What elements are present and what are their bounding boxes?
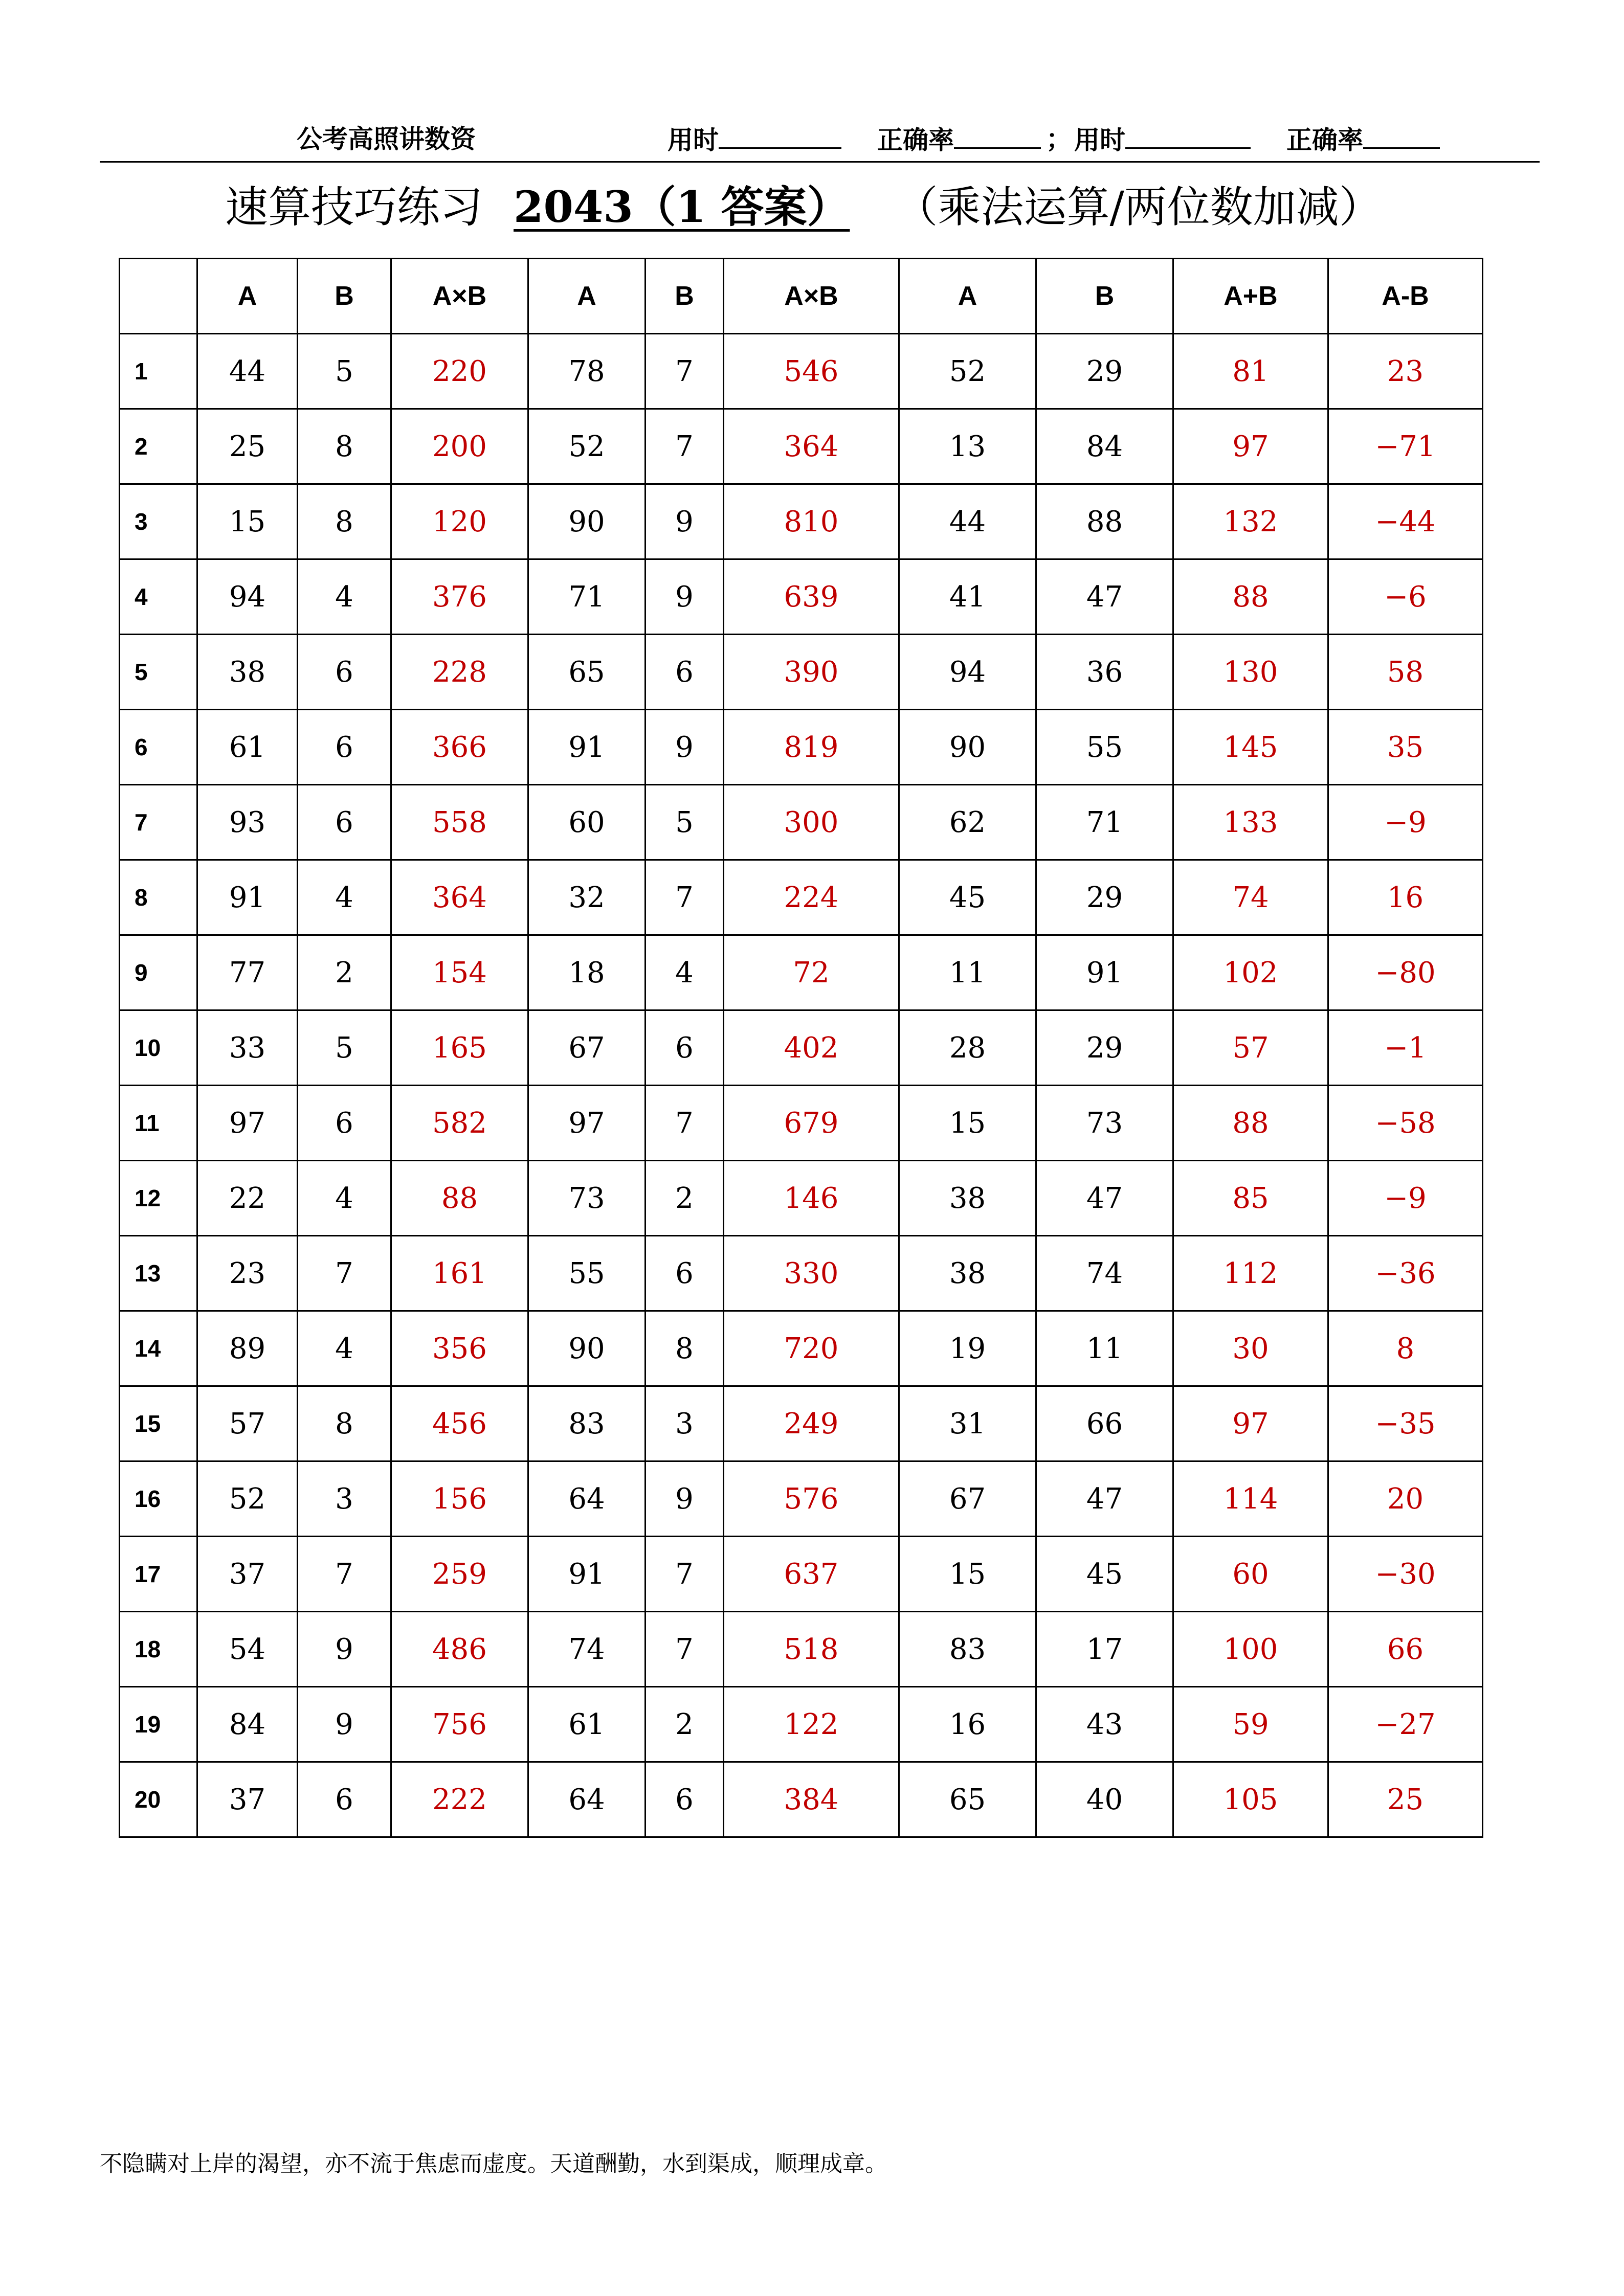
time-field-2: [1074, 124, 1251, 155]
operand-cell-b1: 9: [298, 1687, 391, 1762]
operand-cell-a3: 52: [899, 334, 1036, 409]
operand-cell-b1: 6: [298, 1762, 391, 1837]
table-row: [120, 1461, 1483, 1537]
operand-cell-b1: 8: [298, 1386, 391, 1461]
operand-cell-a1: 15: [197, 484, 298, 559]
operand-cell-a1: 23: [197, 1236, 298, 1311]
operand-cell-a3: 44: [899, 484, 1036, 559]
answer-cell-product2: 546: [724, 334, 899, 409]
operand-cell-b1: 3: [298, 1461, 391, 1537]
operand-cell-a1: 54: [197, 1612, 298, 1687]
operand-cell-b3: 71: [1036, 785, 1173, 860]
title-main: 速算技巧练习: [225, 182, 483, 232]
row-number: 9: [120, 935, 197, 1010]
operand-cell-a1: 44: [197, 334, 298, 409]
operand-cell-a1: 77: [197, 935, 298, 1010]
operand-cell-a2: 71: [528, 559, 646, 635]
answer-cell-difference: −9: [1328, 1161, 1483, 1236]
operand-cell-b2: 3: [646, 1386, 724, 1461]
operand-cell-b1: 4: [298, 860, 391, 935]
answer-cell-sum: 74: [1173, 860, 1328, 935]
operand-cell-b1: 9: [298, 1612, 391, 1687]
operand-cell-a1: 25: [197, 409, 298, 484]
operand-cell-a1: 97: [197, 1086, 298, 1161]
column-header-a2: A: [528, 259, 646, 334]
answer-cell-product1: 220: [391, 334, 528, 409]
answer-cell-sum: 112: [1173, 1236, 1328, 1311]
operand-cell-a2: 61: [528, 1687, 646, 1762]
operand-cell-b2: 7: [646, 860, 724, 935]
table-row: [120, 334, 1483, 409]
answer-cell-sum: 57: [1173, 1010, 1328, 1086]
operand-cell-b1: 4: [298, 559, 391, 635]
column-header-b1: B: [298, 259, 391, 334]
operand-cell-a1: 93: [197, 785, 298, 860]
operand-cell-b3: 47: [1036, 559, 1173, 635]
operand-cell-b3: 47: [1036, 1461, 1173, 1537]
table-row: [120, 1010, 1483, 1086]
operand-cell-b3: 73: [1036, 1086, 1173, 1161]
answer-cell-product1: 88: [391, 1161, 528, 1236]
row-number: 13: [120, 1236, 197, 1311]
answer-cell-product1: 228: [391, 635, 528, 710]
row-number: 2: [120, 409, 197, 484]
operand-cell-a1: 84: [197, 1687, 298, 1762]
answer-cell-difference: −58: [1328, 1086, 1483, 1161]
operand-cell-b3: 17: [1036, 1612, 1173, 1687]
row-number: 20: [120, 1762, 197, 1837]
operand-cell-a1: 61: [197, 710, 298, 785]
answer-cell-product2: 810: [724, 484, 899, 559]
operand-cell-a1: 37: [197, 1537, 298, 1612]
time-field-1: [668, 124, 841, 155]
operand-cell-a3: 38: [899, 1236, 1036, 1311]
table-row: [120, 559, 1483, 635]
operand-cell-a2: 90: [528, 484, 646, 559]
operand-cell-b2: 7: [646, 1612, 724, 1687]
accuracy-label-1: 正确率: [877, 125, 954, 155]
row-number: 8: [120, 860, 197, 935]
table-row: [120, 1311, 1483, 1386]
operand-cell-a2: 52: [528, 409, 646, 484]
table-row: [120, 1161, 1483, 1236]
operand-cell-b1: 2: [298, 935, 391, 1010]
answer-cell-product1: 364: [391, 860, 528, 935]
row-number: 17: [120, 1537, 197, 1612]
row-number: 1: [120, 334, 197, 409]
answer-cell-product2: 402: [724, 1010, 899, 1086]
column-header-index: [120, 259, 197, 334]
answer-cell-product1: 376: [391, 559, 528, 635]
operand-cell-a2: 32: [528, 860, 646, 935]
time-blank-1[interactable]: [719, 124, 841, 149]
table-row: [120, 635, 1483, 710]
row-number: 19: [120, 1687, 197, 1762]
operand-cell-a2: 60: [528, 785, 646, 860]
operand-cell-a2: 91: [528, 710, 646, 785]
answer-cell-difference: −6: [1328, 559, 1483, 635]
operand-cell-b2: 5: [646, 785, 724, 860]
table-row: [120, 860, 1483, 935]
operand-cell-a2: 55: [528, 1236, 646, 1311]
operand-cell-b3: 29: [1036, 860, 1173, 935]
table-row: [120, 1762, 1483, 1837]
operand-cell-a1: 94: [197, 559, 298, 635]
operand-cell-a1: 33: [197, 1010, 298, 1086]
operand-cell-a2: 78: [528, 334, 646, 409]
operand-cell-a1: 38: [197, 635, 298, 710]
operand-cell-a3: 31: [899, 1386, 1036, 1461]
answer-cell-product2: 384: [724, 1762, 899, 1837]
operand-cell-b2: 9: [646, 1461, 724, 1537]
row-number: 18: [120, 1612, 197, 1687]
answer-cell-sum: 88: [1173, 559, 1328, 635]
answer-cell-sum: 102: [1173, 935, 1328, 1010]
time-label-1: 用时: [668, 125, 719, 155]
answer-cell-difference: −1: [1328, 1010, 1483, 1086]
answer-cell-difference: 23: [1328, 334, 1483, 409]
operand-cell-a1: 37: [197, 1762, 298, 1837]
operand-cell-b1: 6: [298, 635, 391, 710]
answer-cell-product1: 165: [391, 1010, 528, 1086]
answer-cell-product2: 637: [724, 1537, 899, 1612]
operand-cell-b2: 7: [646, 1537, 724, 1612]
answer-cell-product2: 390: [724, 635, 899, 710]
column-header-product2: A×B: [724, 259, 899, 334]
time-blank-2[interactable]: [1125, 124, 1251, 149]
table-row: [120, 935, 1483, 1010]
table-row: [120, 1687, 1483, 1762]
operand-cell-a3: 19: [899, 1311, 1036, 1386]
operand-cell-b3: 74: [1036, 1236, 1173, 1311]
row-number: 5: [120, 635, 197, 710]
operand-cell-a1: 89: [197, 1311, 298, 1386]
answer-cell-product2: 819: [724, 710, 899, 785]
operand-cell-a3: 13: [899, 409, 1036, 484]
answer-cell-sum: 85: [1173, 1161, 1328, 1236]
table-row: [120, 710, 1483, 785]
operand-cell-a2: 97: [528, 1086, 646, 1161]
table-row: [120, 1086, 1483, 1161]
operand-cell-b1: 8: [298, 409, 391, 484]
column-header-b3: B: [1036, 259, 1173, 334]
answer-cell-sum: 88: [1173, 1086, 1328, 1161]
operand-cell-a2: 74: [528, 1612, 646, 1687]
operand-cell-b1: 6: [298, 710, 391, 785]
operand-cell-a3: 90: [899, 710, 1036, 785]
answer-cell-product1: 356: [391, 1311, 528, 1386]
answer-cell-product1: 582: [391, 1086, 528, 1161]
row-number: 11: [120, 1086, 197, 1161]
operand-cell-b2: 6: [646, 635, 724, 710]
operand-cell-a1: 52: [197, 1461, 298, 1537]
operand-cell-a3: 65: [899, 1762, 1036, 1837]
operand-cell-b3: 29: [1036, 334, 1173, 409]
answer-cell-product2: 518: [724, 1612, 899, 1687]
row-number: 16: [120, 1461, 197, 1537]
answer-cell-product2: 146: [724, 1161, 899, 1236]
answer-cell-product2: 576: [724, 1461, 899, 1537]
answer-cell-sum: 100: [1173, 1612, 1328, 1687]
row-number: 6: [120, 710, 197, 785]
answer-cell-product1: 120: [391, 484, 528, 559]
answer-cell-product2: 330: [724, 1236, 899, 1311]
row-number: 7: [120, 785, 197, 860]
page-title: [225, 176, 1382, 238]
operand-cell-b2: 7: [646, 409, 724, 484]
answer-cell-sum: 105: [1173, 1762, 1328, 1837]
answer-cell-difference: 25: [1328, 1762, 1483, 1837]
operand-cell-a3: 83: [899, 1612, 1036, 1687]
answer-cell-product1: 558: [391, 785, 528, 860]
answer-cell-product1: 222: [391, 1762, 528, 1837]
operand-cell-a3: 15: [899, 1086, 1036, 1161]
operand-cell-b3: 11: [1036, 1311, 1173, 1386]
operand-cell-b2: 6: [646, 1010, 724, 1086]
operand-cell-b3: 29: [1036, 1010, 1173, 1086]
answer-cell-sum: 97: [1173, 1386, 1328, 1461]
title-subtitle: （乘法运算/两位数加减）: [916, 182, 1382, 232]
answer-cell-difference: −71: [1328, 409, 1483, 484]
answer-cell-product1: 366: [391, 710, 528, 785]
footer-motto: 不隐瞒对上岸的渴望，亦不流于焦虑而虚度。天道酬勤，水到渠成，顺理成章。: [100, 2151, 887, 2177]
operand-cell-b3: 36: [1036, 635, 1173, 710]
table-row: [120, 409, 1483, 484]
operand-cell-a3: 15: [899, 1537, 1036, 1612]
answer-cell-difference: −9: [1328, 785, 1483, 860]
operand-cell-b3: 91: [1036, 935, 1173, 1010]
operand-cell-a2: 91: [528, 1537, 646, 1612]
answer-cell-product1: 259: [391, 1537, 528, 1612]
row-number: 12: [120, 1161, 197, 1236]
operand-cell-b2: 2: [646, 1687, 724, 1762]
operand-cell-b3: 43: [1036, 1687, 1173, 1762]
table-header-row: [120, 259, 1483, 334]
operand-cell-b1: 5: [298, 334, 391, 409]
accuracy-field-2: [1286, 124, 1440, 155]
answer-cell-product2: 639: [724, 559, 899, 635]
operand-cell-b2: 2: [646, 1161, 724, 1236]
answer-cell-difference: 8: [1328, 1311, 1483, 1386]
answer-cell-sum: 114: [1173, 1461, 1328, 1537]
column-header-sum: A+B: [1173, 259, 1328, 334]
table-row: [120, 1612, 1483, 1687]
answer-cell-sum: 30: [1173, 1311, 1328, 1386]
operand-cell-b1: 8: [298, 484, 391, 559]
title-code: 2043（1 答案）: [514, 182, 850, 232]
answer-cell-product1: 200: [391, 409, 528, 484]
table-body: [120, 334, 1483, 1837]
operand-cell-a3: 45: [899, 860, 1036, 935]
answer-cell-sum: 132: [1173, 484, 1328, 559]
column-header-a1: A: [197, 259, 298, 334]
operand-cell-b2: 9: [646, 559, 724, 635]
answer-cell-difference: −80: [1328, 935, 1483, 1010]
answer-cell-sum: 81: [1173, 334, 1328, 409]
accuracy-label-2: 正确率: [1286, 125, 1363, 155]
answer-cell-difference: 16: [1328, 860, 1483, 935]
operand-cell-b1: 6: [298, 785, 391, 860]
row-number: 14: [120, 1311, 197, 1386]
operand-cell-b1: 7: [298, 1537, 391, 1612]
answer-cell-product1: 156: [391, 1461, 528, 1537]
operand-cell-a3: 16: [899, 1687, 1036, 1762]
operand-cell-a2: 64: [528, 1762, 646, 1837]
answer-cell-sum: 133: [1173, 785, 1328, 860]
operand-cell-a2: 64: [528, 1461, 646, 1537]
operand-cell-a2: 18: [528, 935, 646, 1010]
operand-cell-b2: 6: [646, 1236, 724, 1311]
answer-cell-difference: 35: [1328, 710, 1483, 785]
answer-cell-product2: 300: [724, 785, 899, 860]
operand-cell-b3: 88: [1036, 484, 1173, 559]
answer-cell-product2: 224: [724, 860, 899, 935]
table-row: [120, 484, 1483, 559]
answer-cell-sum: 145: [1173, 710, 1328, 785]
answer-cell-difference: 66: [1328, 1612, 1483, 1687]
answer-cell-difference: 20: [1328, 1461, 1483, 1537]
answer-cell-sum: 59: [1173, 1687, 1328, 1762]
operand-cell-b3: 40: [1036, 1762, 1173, 1837]
operand-cell-a1: 22: [197, 1161, 298, 1236]
accuracy-blank-2[interactable]: [1363, 124, 1440, 149]
operand-cell-b1: 7: [298, 1236, 391, 1311]
answer-cell-product2: 122: [724, 1687, 899, 1762]
operand-cell-b2: 7: [646, 1086, 724, 1161]
operand-cell-b3: 55: [1036, 710, 1173, 785]
source-label: 公考高照讲数资: [297, 124, 476, 154]
answer-cell-product1: 756: [391, 1687, 528, 1762]
answer-cell-difference: −36: [1328, 1236, 1483, 1311]
answer-cell-sum: 97: [1173, 409, 1328, 484]
operand-cell-b3: 84: [1036, 409, 1173, 484]
answer-cell-product1: 486: [391, 1612, 528, 1687]
operand-cell-a3: 28: [899, 1010, 1036, 1086]
operand-cell-a3: 94: [899, 635, 1036, 710]
row-number: 10: [120, 1010, 197, 1086]
column-header-difference: A-B: [1328, 259, 1483, 334]
answer-cell-product2: 249: [724, 1386, 899, 1461]
answer-cell-product1: 154: [391, 935, 528, 1010]
answer-cell-difference: 58: [1328, 635, 1483, 710]
operand-cell-a1: 91: [197, 860, 298, 935]
row-number: 15: [120, 1386, 197, 1461]
operand-cell-a3: 11: [899, 935, 1036, 1010]
operand-cell-a2: 65: [528, 635, 646, 710]
operand-cell-a2: 73: [528, 1161, 646, 1236]
answer-cell-product1: 161: [391, 1236, 528, 1311]
answer-cell-product2: 679: [724, 1086, 899, 1161]
operand-cell-a3: 67: [899, 1461, 1036, 1537]
answer-cell-difference: −30: [1328, 1537, 1483, 1612]
column-header-b2: B: [646, 259, 724, 334]
practice-table: [119, 258, 1483, 1838]
table-row: [120, 1537, 1483, 1612]
answer-cell-product2: 364: [724, 409, 899, 484]
operand-cell-a2: 90: [528, 1311, 646, 1386]
operand-cell-b2: 9: [646, 710, 724, 785]
accuracy-blank-1[interactable]: [954, 124, 1041, 149]
separator: ；: [1046, 124, 1072, 154]
operand-cell-b2: 7: [646, 334, 724, 409]
row-number: 3: [120, 484, 197, 559]
operand-cell-b1: 4: [298, 1311, 391, 1386]
time-label-2: 用时: [1074, 125, 1125, 155]
operand-cell-b2: 9: [646, 484, 724, 559]
operand-cell-b1: 4: [298, 1161, 391, 1236]
operand-cell-a3: 62: [899, 785, 1036, 860]
answer-cell-sum: 60: [1173, 1537, 1328, 1612]
answer-cell-difference: −35: [1328, 1386, 1483, 1461]
operand-cell-b3: 66: [1036, 1386, 1173, 1461]
operand-cell-a2: 67: [528, 1010, 646, 1086]
answer-cell-sum: 130: [1173, 635, 1328, 710]
operand-cell-a3: 41: [899, 559, 1036, 635]
operand-cell-b1: 6: [298, 1086, 391, 1161]
column-header-product1: A×B: [391, 259, 528, 334]
accuracy-field-1: [877, 124, 1041, 155]
table-row: [120, 1236, 1483, 1311]
operand-cell-b2: 8: [646, 1311, 724, 1386]
answer-cell-product2: 720: [724, 1311, 899, 1386]
operand-cell-b2: 6: [646, 1762, 724, 1837]
answer-cell-difference: −27: [1328, 1687, 1483, 1762]
answer-cell-product2: 72: [724, 935, 899, 1010]
answer-cell-difference: −44: [1328, 484, 1483, 559]
column-header-a3: A: [899, 259, 1036, 334]
operand-cell-b1: 5: [298, 1010, 391, 1086]
operand-cell-a2: 83: [528, 1386, 646, 1461]
row-number: 4: [120, 559, 197, 635]
answer-cell-product1: 456: [391, 1386, 528, 1461]
table-row: [120, 785, 1483, 860]
header-rule: [100, 161, 1540, 163]
operand-cell-b3: 47: [1036, 1161, 1173, 1236]
operand-cell-a3: 38: [899, 1161, 1036, 1236]
operand-cell-b2: 4: [646, 935, 724, 1010]
table-row: [120, 1386, 1483, 1461]
operand-cell-b3: 45: [1036, 1537, 1173, 1612]
operand-cell-a1: 57: [197, 1386, 298, 1461]
